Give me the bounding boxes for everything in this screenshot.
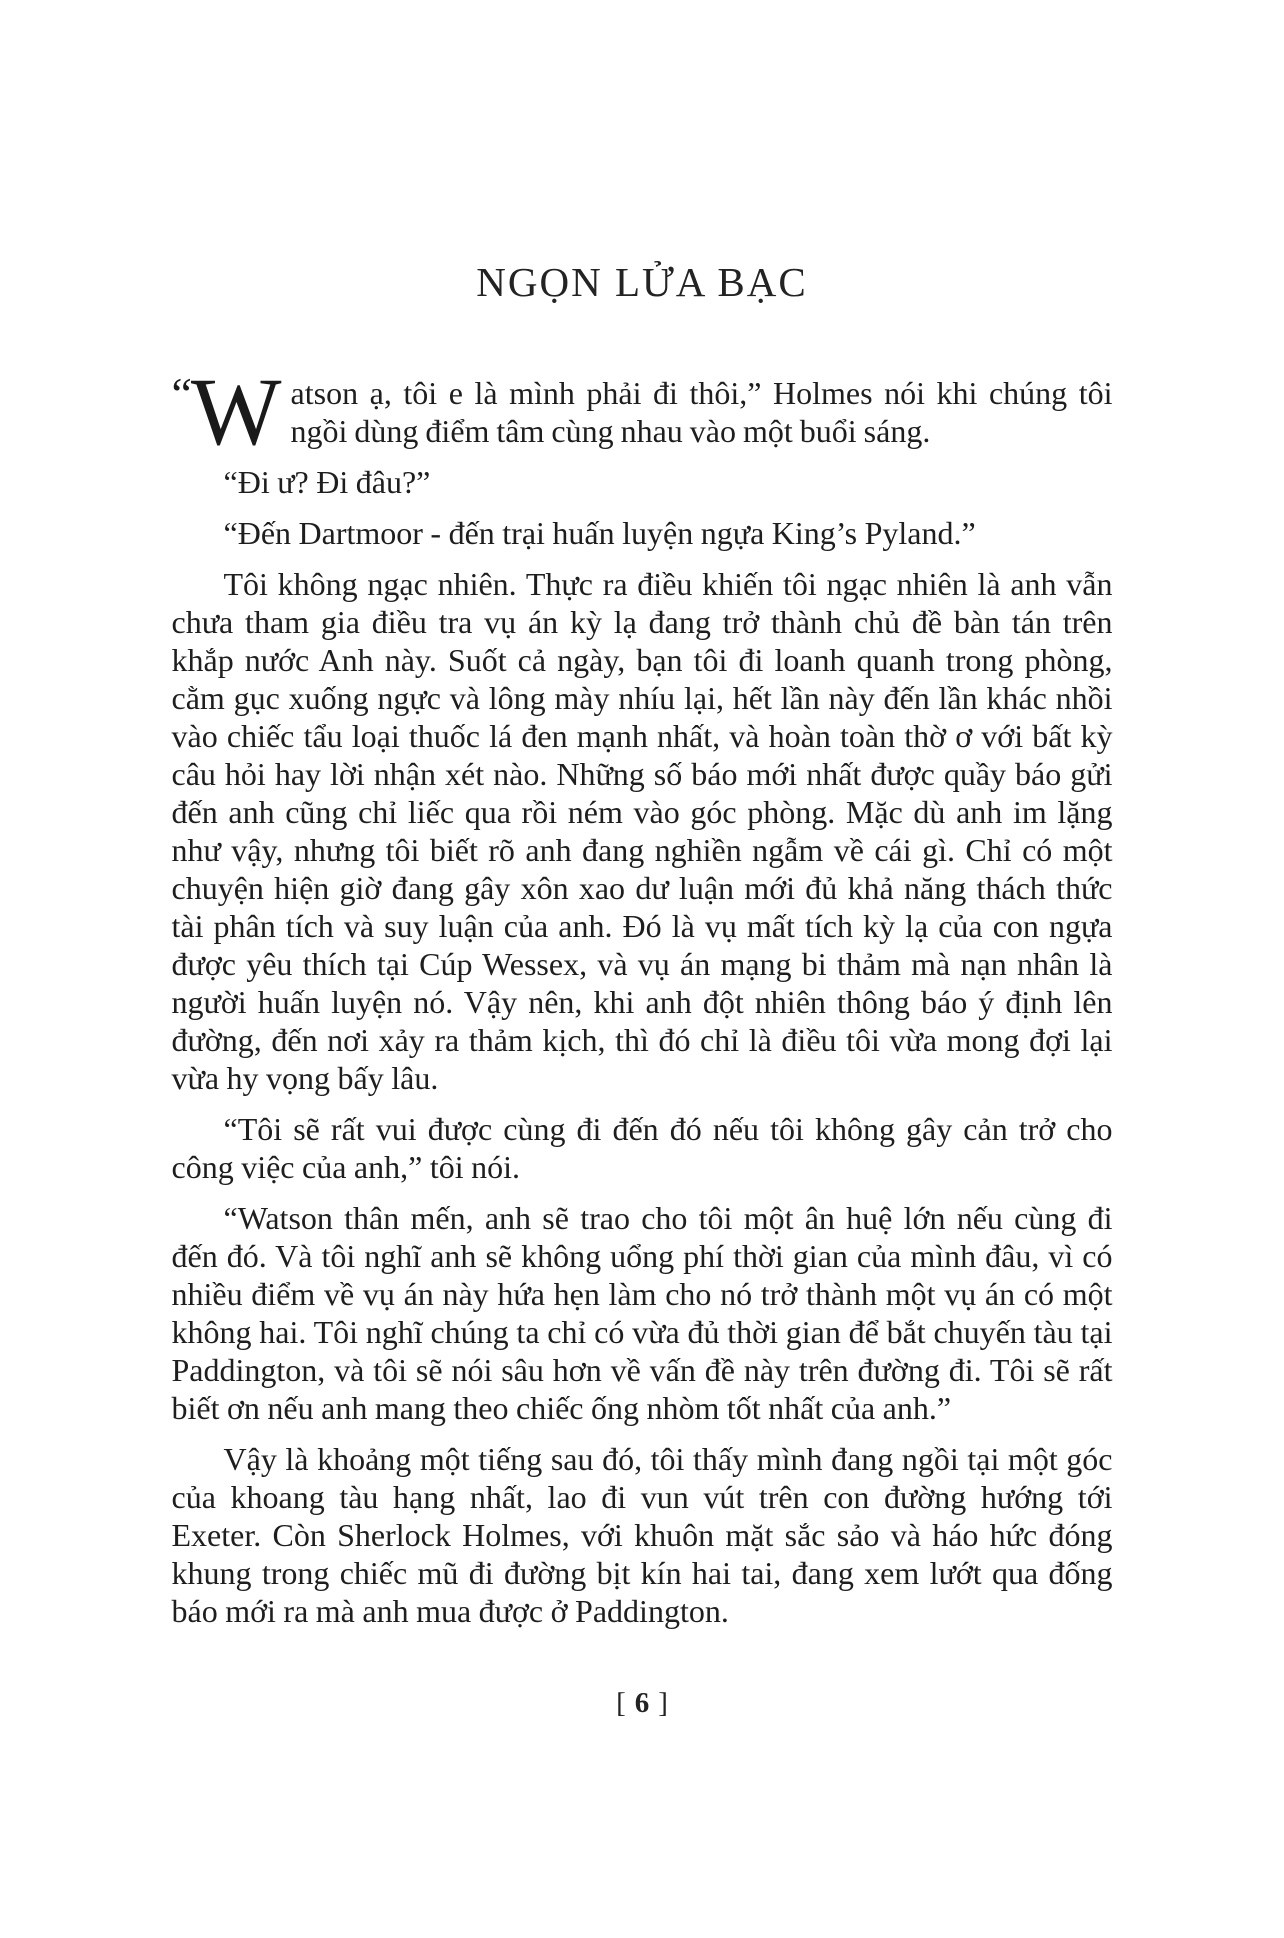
paragraph-dialogue-4: “Watson thân mến, anh sẽ trao cho tôi một ân huệ lớn nếu cùng đi đến đó. Và tôi nghĩ anh sẽ không uổng phí thời gian của mình đâu, vì có nhiều điểm về vụ án này hứa hẹn làm cho nó trở thành một vụ án có một không hai. Tôi nghĩ chúng ta chỉ có vừa đủ thời gian để bắt chuyến tàu tại Paddington, và tôi sẽ nói sâu hơn về vấn đề này trên đường đi. Tôi sẽ rất biết ơn nếu anh mang theo chiếc ống nhòm tốt nhất của anh.”	[171, 1200, 1113, 1426]
drop-cap	[171, 358, 282, 465]
paragraph-dialogue-2: “Đến Dartmoor - đến trại huấn luyện ngựa King’s Pyland.”	[223, 515, 976, 551]
opening-paragraph-text: atson ạ, tôi e là mình phải đi thôi,” Holmes nói khi chúng tôi ngồi dùng điểm tâm cùng nhau vào một buổi sáng.	[290, 375, 1113, 449]
opening-quote-mark: “	[171, 368, 188, 419]
paragraph-dialogue-1: “Đi ư? Đi đâu?”	[223, 464, 431, 500]
opening-paragraph	[171, 358, 1113, 465]
paragraph-narration-1: Tôi không ngạc nhiên. Thực ra điều khiến tôi ngạc nhiên là anh vẫn chưa tham gia điều tra vụ án kỳ lạ đang trở thành chủ đề bàn tán trên khắp nước Anh này. Suốt cả ngày, bạn tôi đi loanh quanh trong phòng, cằm gục xuống ngực và lông mày nhíu lại, hết lần này đến lần khác nhồi vào chiếc tẩu loại thuốc lá đen mạnh nhất, và hoàn toàn thờ ơ với bất kỳ câu hỏi hay lời nhận xét nào. Những số báo mới nhất được quầy báo gửi đến anh cũng chỉ liếc qua rồi ném vào góc phòng. Mặc dù anh im lặng như vậy, nhưng tôi biết rõ anh đang nghiền ngẫm về cái gì. Chỉ có một chuyện hiện giờ đang gây xôn xao dư luận mới đủ khả năng thách thức tài phân tích và suy luận của anh. Đó là vụ mất tích kỳ lạ của con ngựa được yêu thích tại Cúp Wessex, và vụ án mạng bi thảm mà nạn nhân là người huấn luyện nó. Vậy nên, khi anh đột nhiên thông báo ý định lên đường, đến nơi xảy ra thảm kịch, thì đó chỉ là điều tôi vừa mong đợi lại vừa hy vọng bấy lâu.	[171, 566, 1113, 1096]
paragraph-narration-2: Vậy là khoảng một tiếng sau đó, tôi thấy mình đang ngồi tại một góc của khoang tàu hạng nhất, lao đi vun vút trên con đường hướng tới Exeter. Còn Sherlock Holmes, với khuôn mặt sắc sảo và háo hức đóng khung trong chiếc mũ đi đường bịt kín hai tai, đang xem lướt qua đống báo mới ra mà anh mua được ở Paddington.	[171, 1441, 1113, 1629]
drop-cap-letter: W	[190, 358, 282, 465]
footer-bracket-open: [	[616, 1687, 626, 1719]
text-block	[172, 0, 1113, 1720]
footer-bracket-close: ]	[658, 1687, 668, 1719]
paragraph-dialogue-3: “Tôi sẽ rất vui được cùng đi đến đó nếu tôi không gây cản trở cho công việc của anh,” tôi nói.	[171, 1111, 1113, 1185]
page-number: 6	[634, 1687, 650, 1719]
page-footer	[172, 1686, 1113, 1720]
chapter-title: NGỌN LỬA BẠC	[476, 259, 808, 305]
